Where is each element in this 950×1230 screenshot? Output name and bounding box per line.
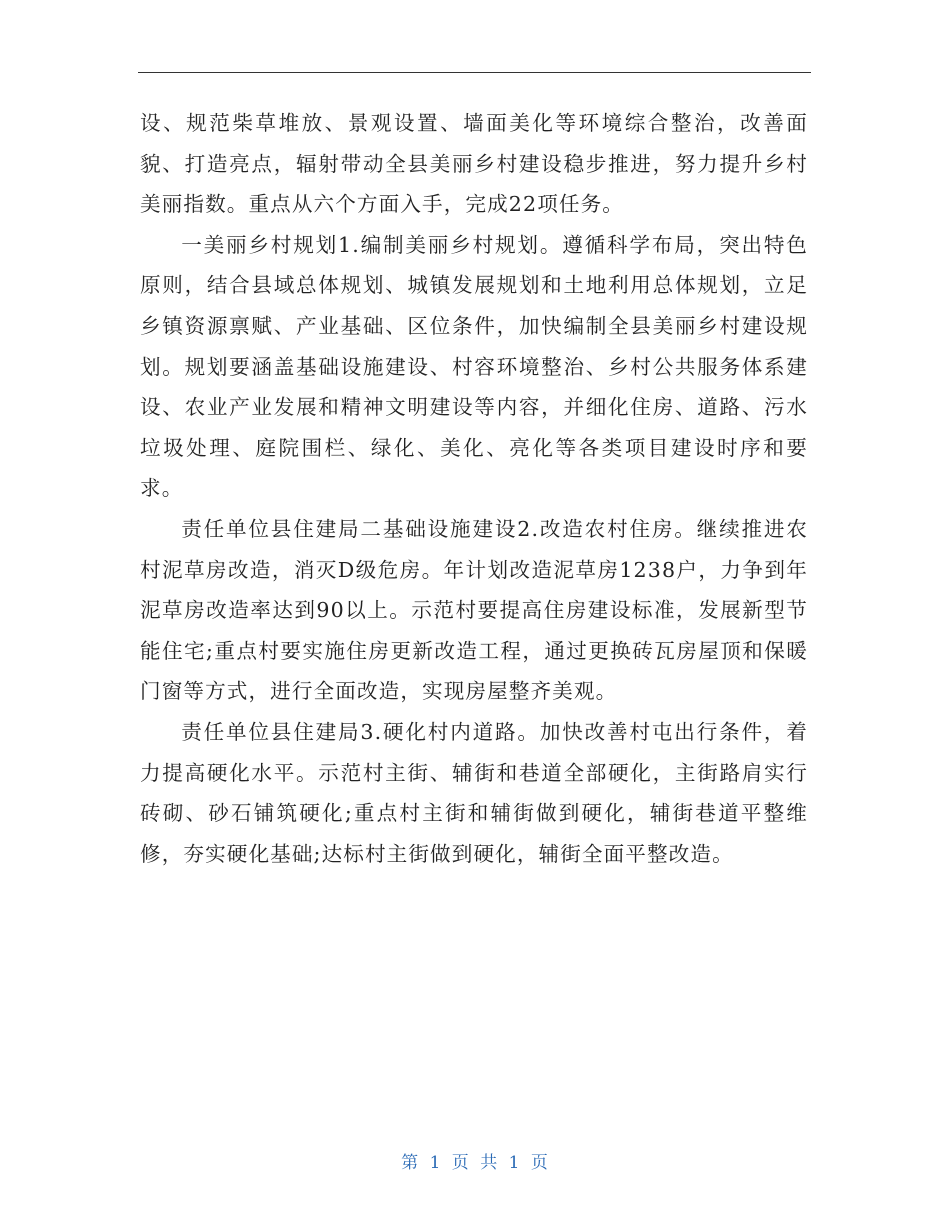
paragraph-1: 设、规范柴草堆放、景观设置、墙面美化等环境综合整治，改善面貌、打造亮点，辐射带动全县美丽乡村建设稳步推进，努力提升乡村美丽指数。重点从六个方面入手，完成22项任务。 (140, 111, 808, 217)
paragraph-4: 责任单位县住建局3.硬化村内道路。加快改善村屯出行条件，着力提高硬化水平。示范村主街、辅街和巷道全部硬化，主街路肩实行砖砌、砂石铺筑硬化;重点村主街和辅街做到硬化，辅街巷道平整维修，夯实硬化基础;达标村主街做到硬化，辅街全面平整改造。 (140, 719, 808, 866)
page-number-footer: 第 1 页 共 1 页 (401, 1153, 549, 1173)
paragraph-3: 责任单位县住建局二基础设施建设2.改造农村住房。继续推进农村泥草房改造，消灭D级危房。年计划改造泥草房1238户，力争到年泥草房改造率达到90以上。示范村要提高住房建设标准，发展新型节能住宅;重点村要实施住房更新改造工程，通过更换砖瓦房屋顶和保暖门窗等方式，进行全面改造，实现房屋整齐美观。 (140, 516, 808, 704)
header-rule (138, 72, 811, 73)
paragraph-2: 一美丽乡村规划1.编制美丽乡村规划。遵循科学布局，突出特色原则，结合县域总体规划、城镇发展规划和土地利用总体规划，立足乡镇资源禀赋、产业基础、区位条件，加快编制全县美丽乡村建设规划。规划要涵盖基础设施建设、村容环境整治、乡村公共服务体系建设、农业产业发展和精神文明建设等内容，并细化住房、道路、污水垃圾处理、庭院围栏、绿化、美化、亮化等各类项目建设时序和要求。 (140, 232, 808, 501)
document-body (140, 103, 808, 874)
